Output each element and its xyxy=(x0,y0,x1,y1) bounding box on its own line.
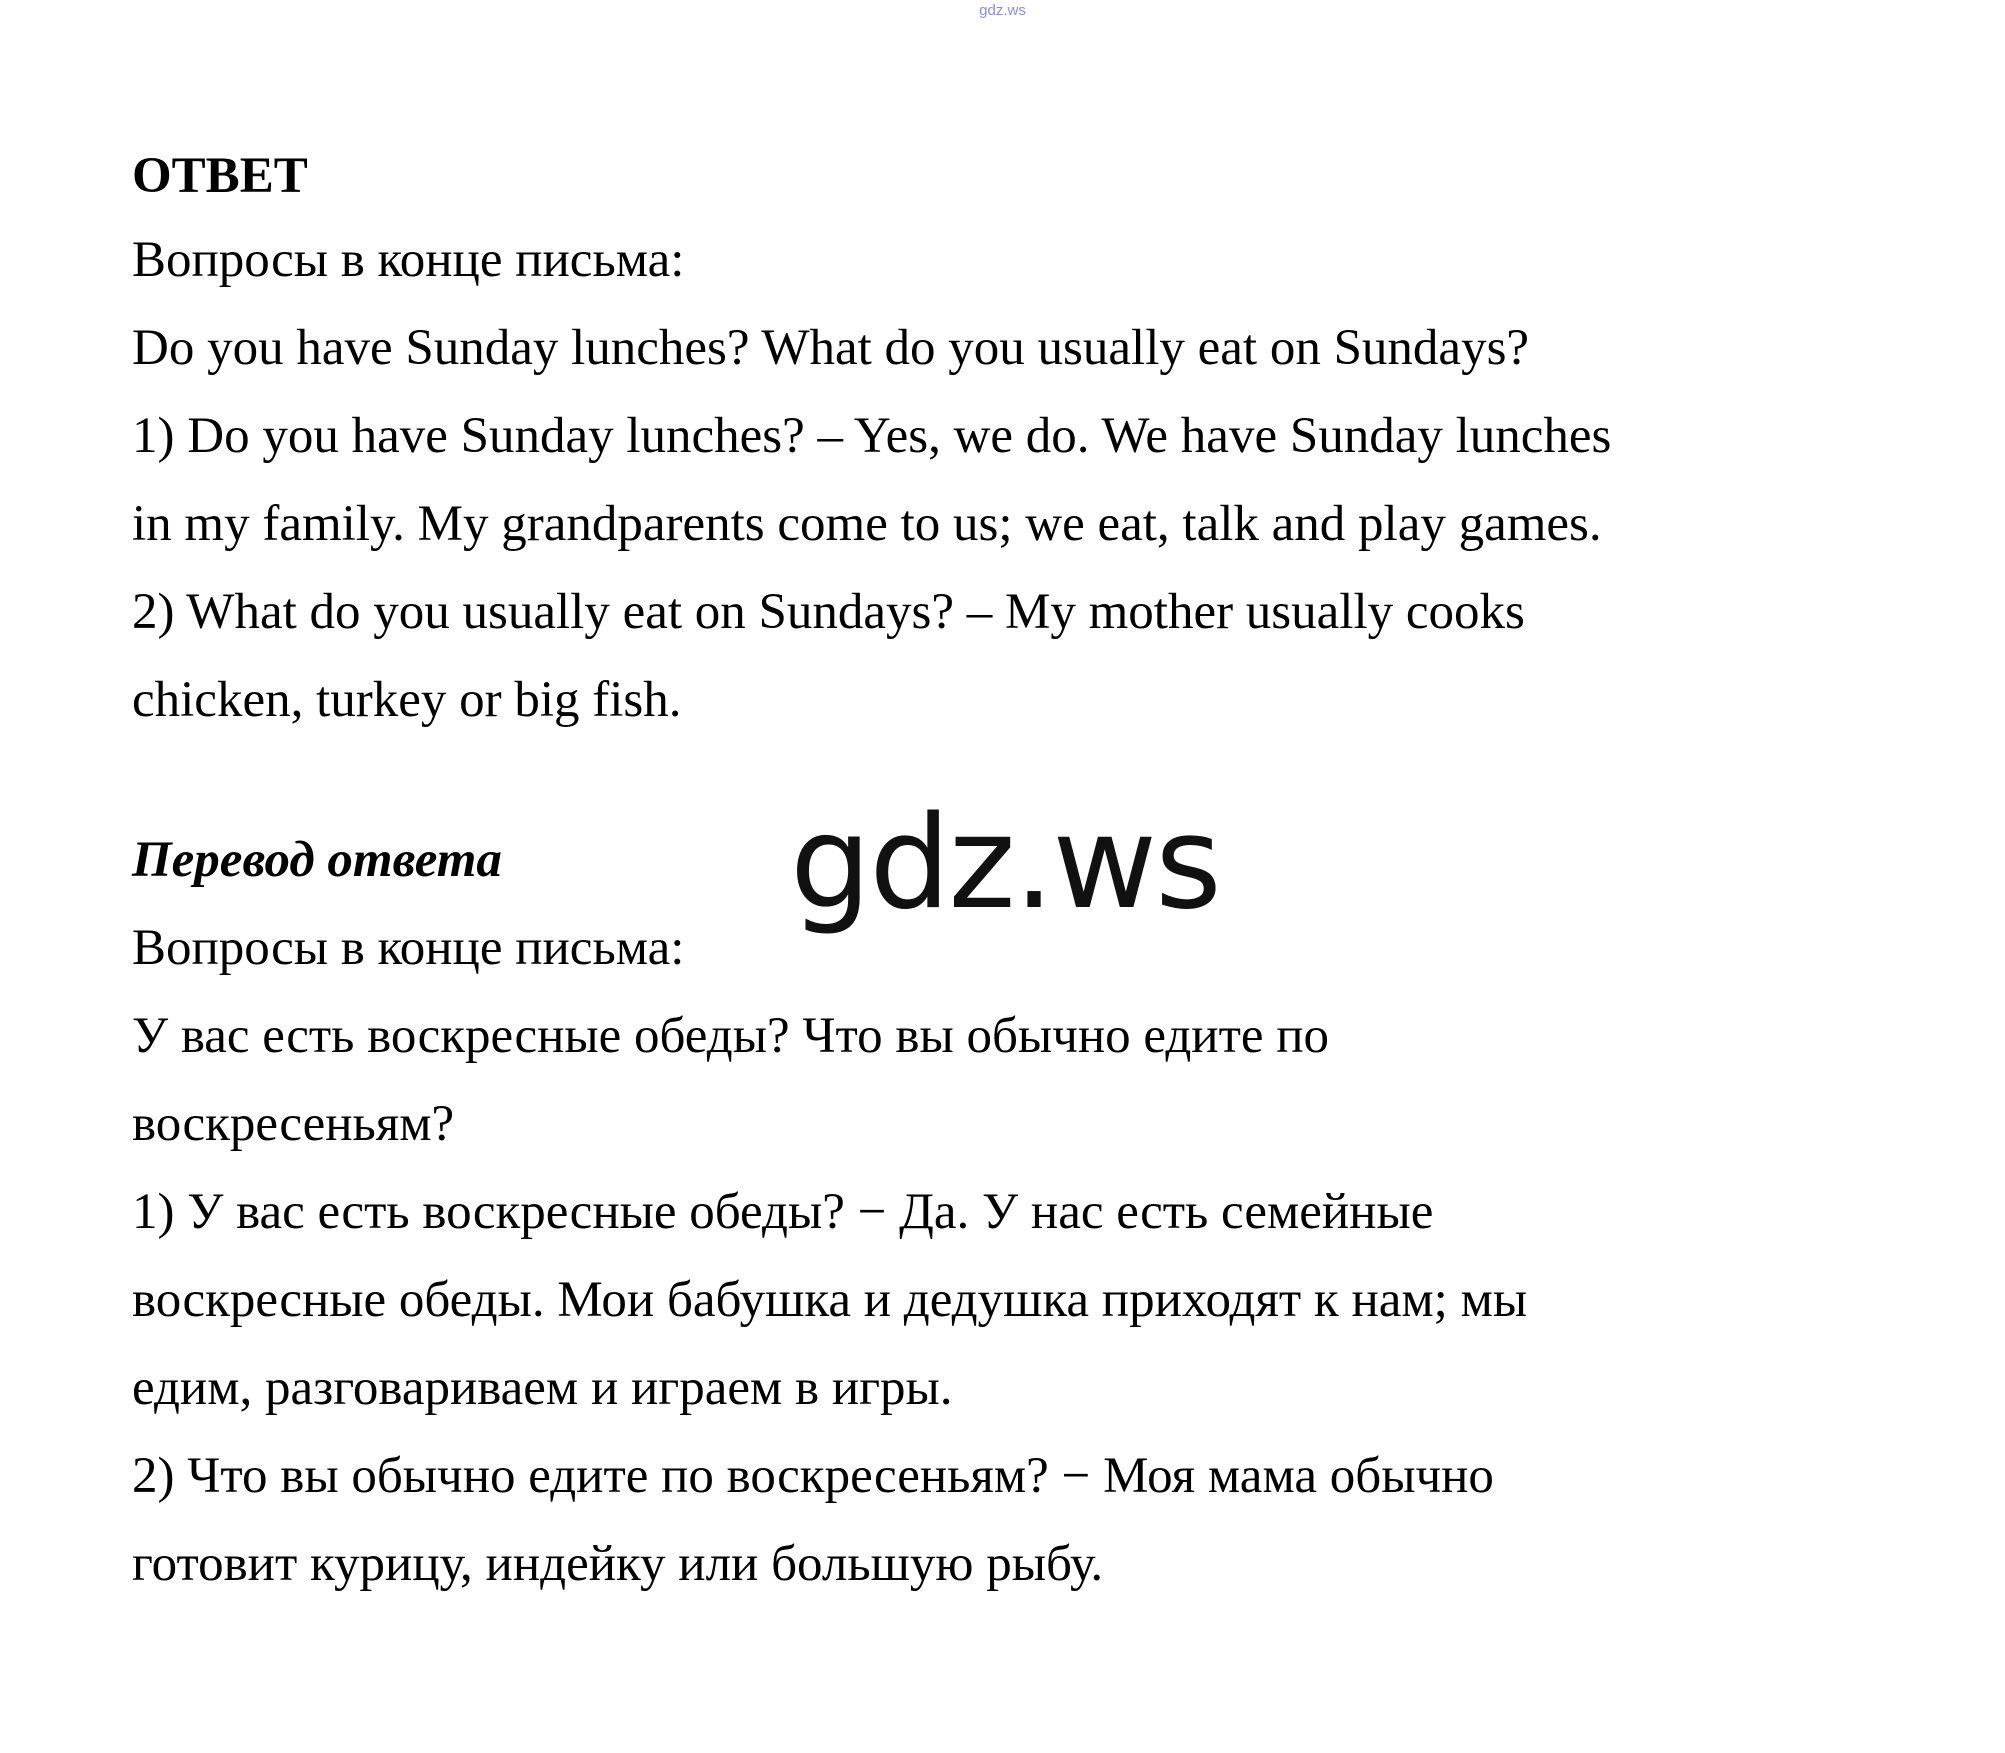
translation-questions-label: Вопросы в конце письма: xyxy=(132,920,685,976)
answer-item2-line1: 2) What do you usually eat on Sundays? – My mother usually cooks xyxy=(132,584,1525,640)
watermark-logo: gdz.ws xyxy=(790,789,1220,938)
translation-questions-line1: У вас есть воскресные обеды? Что вы обычно едите по xyxy=(132,1008,1330,1064)
answer-item1-line1: 1) Do you have Sunday lunches? – Yes, we do. We have Sunday lunches xyxy=(132,408,1612,464)
translation-item1-line1: 1) У вас есть воскресные обеды? − Да. У нас есть семейные xyxy=(132,1184,1434,1240)
answer-questions-label: Вопросы в конце письма: xyxy=(132,232,685,288)
translation-item1-line3: едим, разговариваем и играем в игры. xyxy=(132,1360,953,1416)
answer-questions: Do you have Sunday lunches? What do you usually eat on Sundays? xyxy=(132,320,1530,376)
translation-item1-line2: воскресные обеды. Мои бабушка и дедушка приходят к нам; мы xyxy=(132,1272,1528,1328)
translation-item2-line2: готовит курицу, индейку или большую рыбу. xyxy=(132,1536,1104,1592)
translation-heading: Перевод ответа xyxy=(132,832,502,888)
answer-item1-line2: in my family. My grandparents come to us; we eat, talk and play games. xyxy=(132,496,1602,552)
site-mark: gdz.ws xyxy=(979,2,1026,19)
translation-questions-line2: воскресеньям? xyxy=(132,1096,455,1152)
answer-item2-line2: chicken, turkey or big fish. xyxy=(132,672,682,728)
answer-heading: ОТВЕТ xyxy=(132,148,308,204)
translation-item2-line1: 2) Что вы обычно едите по воскресеньям? − Моя мама обычно xyxy=(132,1448,1494,1504)
